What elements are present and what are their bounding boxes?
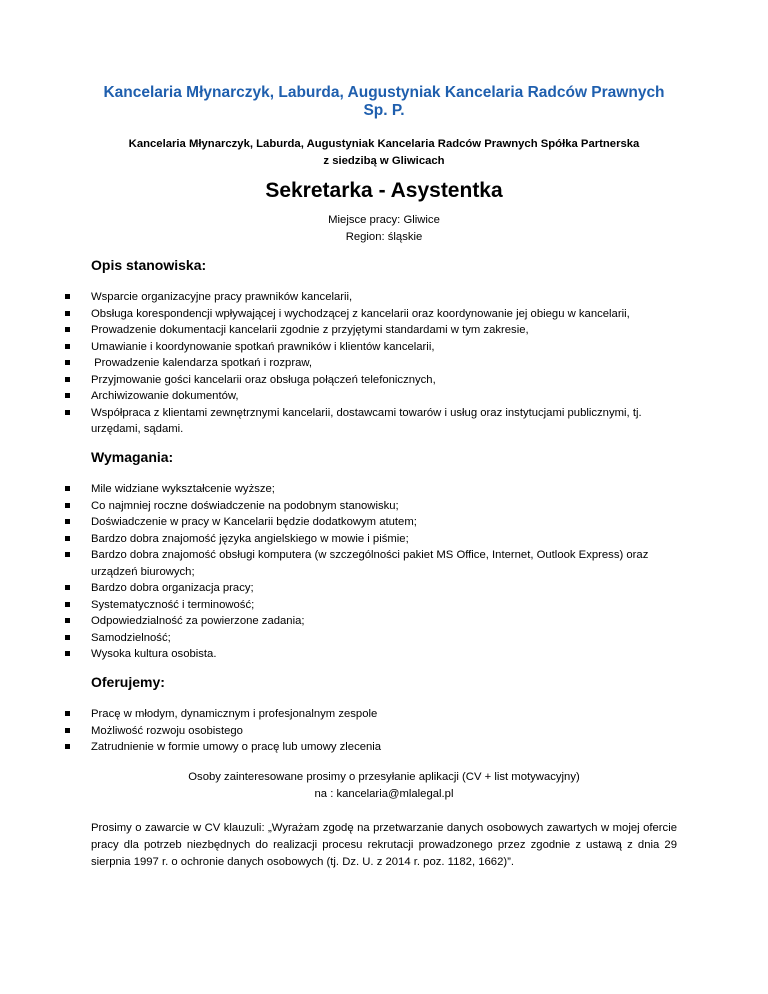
bullet-icon (65, 711, 70, 716)
company-heading (80, 84, 688, 120)
list-item: Mile widziane wykształcenie wyższe; (91, 481, 681, 498)
bullet-icon (65, 651, 70, 656)
list-item: Odpowiedzialność za powierzone zadania; (91, 613, 681, 630)
bullet-icon (65, 393, 70, 398)
description-title: Opis stanowiska: (91, 257, 207, 273)
company-full-name-line1: Kancelaria Młynarczyk, Laburda, Augustyniak Kancelaria Radców Prawnych Spółka Partnerska (128, 138, 640, 150)
contact-info (80, 769, 688, 803)
bullet-icon (65, 294, 70, 299)
list-item: Bardzo dobra znajomość języka angielskiego w mowie i piśmie; (91, 531, 681, 548)
company-heading-line1: Kancelaria Młynarczyk, Laburda, Augustyniak Kancelaria Radców Prawnych (103, 84, 665, 101)
bullet-icon (65, 344, 70, 349)
list-item: Współpraca z klientami zewnętrznymi kancelarii, dostawcami towarów i usług oraz instytucjami publicznymi, tj. urzędami, sądami. (91, 405, 681, 438)
bullet-icon (65, 486, 70, 491)
bullet-icon (65, 552, 70, 557)
list-item: Bardzo dobra znajomość obsługi komputera (w szczególności pakiet MS Office, Internet, Outlook Express) oraz urządzeń biurowych; (91, 547, 681, 580)
list-item: Pracę w młodym, dynamicznym i profesjonalnym zespole (91, 706, 681, 723)
list-item: Co najmniej roczne doświadczenie na podobnym stanowisku; (91, 498, 681, 515)
bullet-icon (65, 536, 70, 541)
contact-email: na : kancelaria@mlalegal.pl (314, 788, 454, 800)
bullet-icon (65, 360, 70, 365)
list-item: Prowadzenie dokumentacji kancelarii zgodnie z przyjętymi standardami w tym zakresie, (91, 322, 681, 339)
offer-title: Oferujemy: (91, 674, 165, 690)
bullet-icon (65, 728, 70, 733)
list-item: Wysoka kultura osobista. (91, 646, 681, 663)
list-item: Umawianie i koordynowanie spotkań prawników i klientów kancelarii, (91, 339, 681, 356)
list-item: Samodzielność; (91, 630, 681, 647)
company-heading-line2: Sp. P. (363, 102, 405, 119)
bullet-icon (65, 311, 70, 316)
requirements-list (91, 481, 681, 663)
bullet-icon (65, 618, 70, 623)
requirements-title: Wymagania: (91, 449, 174, 465)
list-item: Prowadzenie kalendarza spotkań i rozpraw, (91, 355, 681, 372)
job-location: Miejsce pracy: Gliwice (328, 214, 440, 226)
company-full-name (80, 136, 688, 169)
bullet-icon (65, 744, 70, 749)
list-item: Zatrudnienie w formie umowy o pracę lub umowy zlecenia (91, 739, 681, 756)
list-item: Przyjmowanie gości kancelarii oraz obsługa połączeń telefonicznych, (91, 372, 681, 389)
list-item: Doświadczenie w pracy w Kancelarii będzie dodatkowym atutem; (91, 514, 681, 531)
list-item: Systematyczność i terminowość; (91, 597, 681, 614)
consent-clause: Prosimy o zawarcie w CV klauzuli: „Wyrażam zgodę na przetwarzanie danych osobowych zawartych w mojej ofercie pracy dla potrzeb niezbędnych do realizacji procesu rekrutacji prowadzonego przez zgodnie z ustawą z dnia 29 sierpnia 1997 r. o ochronie danych osobowych (tj. Dz. U. z 2014 r. poz. 1182, 1662)”. (91, 822, 677, 868)
list-item: Bardzo dobra organizacja pracy; (91, 580, 681, 597)
bullet-icon (65, 635, 70, 640)
bullet-icon (65, 585, 70, 590)
offer-list (91, 706, 681, 756)
company-seat: z siedzibą w Gliwicach (323, 154, 445, 167)
job-meta (80, 212, 688, 246)
contact-instructions: Osoby zainteresowane prosimy o przesyłanie aplikacji (CV + list motywacyjny) (188, 771, 580, 783)
bullet-icon (65, 377, 70, 382)
bullet-icon (65, 410, 70, 415)
list-item: Archiwizowanie dokumentów, (91, 388, 681, 405)
bullet-icon (65, 519, 70, 524)
bullet-icon (65, 602, 70, 607)
bullet-icon (65, 503, 70, 508)
bullet-icon (65, 327, 70, 332)
job-region: Region: śląskie (345, 231, 423, 243)
list-item: Wsparcie organizacyjne pracy prawników kancelarii, (91, 289, 681, 306)
list-item: Obsługa korespondencji wpływającej i wychodzącej z kancelarii oraz koordynowanie jej obiegu w kancelarii, (91, 306, 681, 323)
job-title: Sekretarka - Asystentka (265, 179, 503, 202)
description-list (91, 289, 681, 438)
list-item: Możliwość rozwoju osobistego (91, 723, 681, 740)
